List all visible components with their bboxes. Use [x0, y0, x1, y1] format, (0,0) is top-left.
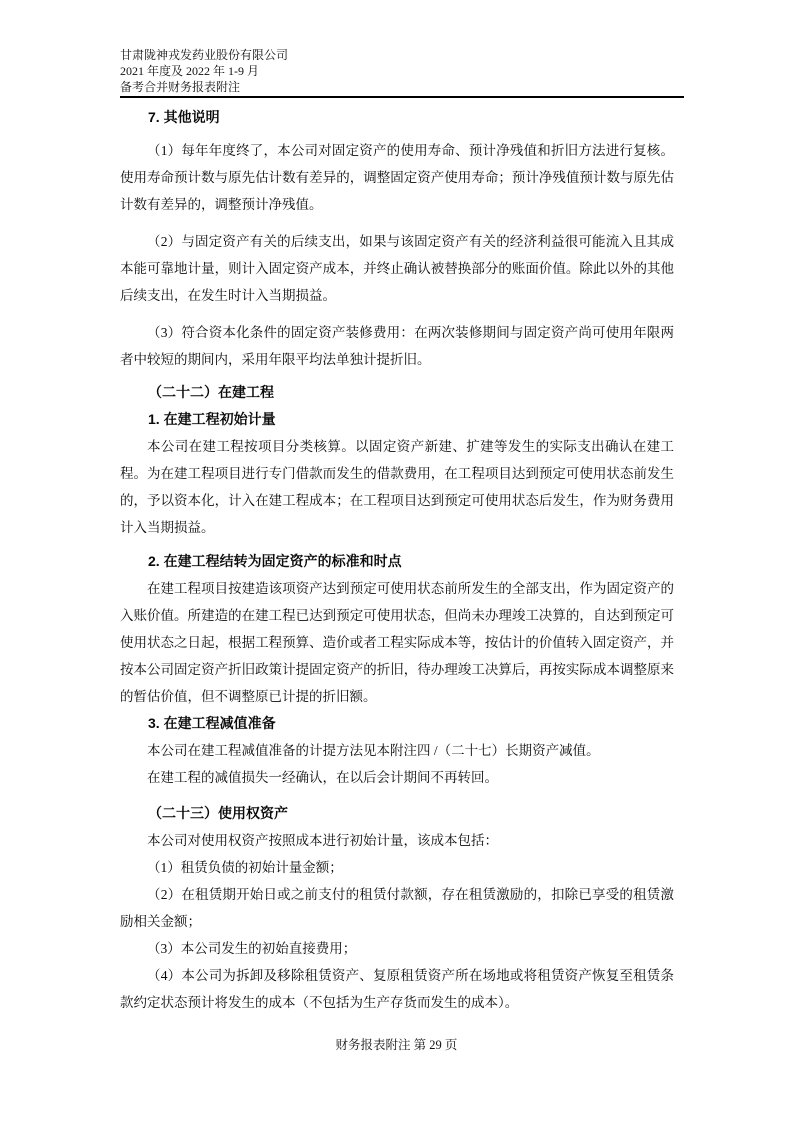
section-7-paragraph-1: （1）每年年度终了，本公司对固定资产的使用寿命、预计净残值和折旧方法进行复核。使用寿命预计数与原先估计数有差异的，调整固定资产使用寿命；预计净残值预计数与原先估计数有差异的，调整预计净残值。	[120, 143, 674, 212]
section-22-heading: （二十二）在建工程	[148, 384, 274, 400]
section-7-heading: 7. 其他说明	[148, 109, 220, 125]
section-23-item-2: （2）在租赁期开始日或之前支付的租赁付款额，存在租赁激励的，扣除已享受的租赁激励相关金额；	[120, 887, 674, 929]
section-22-sub2-heading: 2. 在建工程结转为固定资产的标准和时点	[148, 553, 402, 569]
report-period: 2021 年度及 2022 年 1-9 月	[120, 64, 259, 78]
section-23-item-4: （4）本公司为拆卸及移除租赁资产、复原租赁资产所在场地或将租赁资产恢复至租赁条款约定状态预计将发生的成本（不包括为生产存货而发生的成本）。	[120, 968, 674, 1010]
section-22-sub2-paragraph: 在建工程项目按建造该项资产达到预定可使用状态前所发生的全部支出，作为固定资产的入账价值。所建造的在建工程已达到预定可使用状态，但尚未办理竣工决算的，自达到预定可使用状态之日起，根据工程预算、造价或者工程实际成本等，按估计的价值转入固定资产，并按本公司固定资产折旧政策计提固定资产的折旧，待办理竣工决算后，再按实际成本调整原来的暂估价值，但不调整原已计提的折旧额。	[120, 581, 674, 704]
section-22-sub3-paragraph-2: 在建工程的减值损失一经确认，在以后会计期间不再转回。	[147, 770, 498, 785]
document-title: 备考合并财务报表附注	[120, 80, 241, 94]
page-footer: 财务报表附注 第 29 页	[335, 1038, 458, 1052]
document-header	[120, 47, 684, 95]
section-22-sub1-heading: 1. 在建工程初始计量	[148, 411, 276, 427]
section-22-sub1-paragraph: 本公司在建工程按项目分类核算。以固定资产新建、扩建等发生的实际支出确认在建工程。为在建工程项目进行专门借款而发生的借款费用，在工程项目达到预定可使用状态前发生的，予以资本化，计入在建工程成本；在工程项目达到预定可使用状态后发生，作为财务费用计入当期损益。	[120, 439, 674, 535]
header-divider	[120, 96, 684, 98]
section-22-sub3-heading: 3. 在建工程减值准备	[148, 715, 276, 731]
section-7-paragraph-2: （2）与固定资产有关的后续支出，如果与该固定资产有关的经济利益很可能流入且其成本能可靠地计量，则计入固定资产成本，并终止确认被替换部分的账面价值。除此以外的其他后续支出，在发生时计入当期损益。	[120, 234, 674, 303]
section-7-paragraph-3: （3）符合资本化条件的固定资产装修费用：在两次装修期间与固定资产尚可使用年限两者中较短的期间内，采用年限平均法单独计提折旧。	[120, 325, 674, 367]
company-name: 甘肃陇神戎发药业股份有限公司	[120, 48, 289, 62]
section-22-sub3-paragraph-1: 本公司在建工程减值准备的计提方法见本附注四 /（二十七）长期资产减值。	[147, 743, 600, 758]
section-23-heading: （二十三）使用权资产	[148, 805, 288, 821]
section-23-item-3: （3）本公司发生的初始直接费用；	[147, 941, 357, 956]
section-23-item-1: （1）租赁负债的初始计量金额；	[147, 860, 343, 875]
document-body	[120, 104, 674, 1016]
section-23-intro: 本公司对使用权资产按照成本进行初始计量，该成本包括：	[147, 833, 498, 848]
